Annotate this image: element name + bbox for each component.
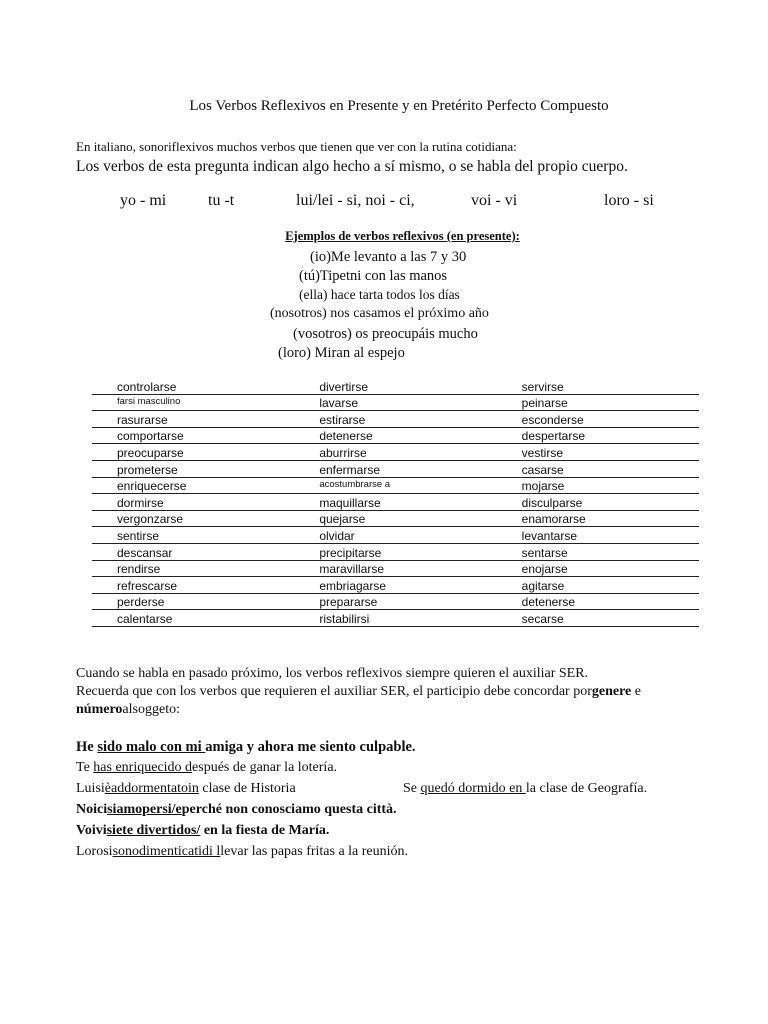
table-cell: preocuparse <box>92 444 294 461</box>
example-sentence <box>76 739 416 756</box>
verb-table <box>92 378 699 627</box>
page-title: Los Verbos Reflexivos en Presente y en Pretérito Perfecto Compuesto <box>189 98 609 114</box>
sentence-part: Noici <box>76 802 108 817</box>
past-rule-text: Cuando se habla en pasado próximo, los verbos reflexivos siempre quieren el auxiliar SER. <box>76 666 589 681</box>
table-cell: olvidar <box>294 527 496 544</box>
table-cell: rendirse <box>92 560 294 577</box>
sentence-part: He <box>76 739 98 755</box>
table-cell: esconderse <box>497 411 699 428</box>
table-cell: refrescarse <box>92 577 294 594</box>
table-cell: embriagarse <box>294 577 496 594</box>
agreement-rule-bold: número <box>76 702 123 717</box>
example-line: (nosotros) nos casamos el próximo año <box>270 306 489 321</box>
table-row <box>92 543 699 560</box>
table-cell: detenerse <box>497 593 699 610</box>
sentence-underlined: siete divertidos/ <box>106 823 201 838</box>
sentence-part: amiga y ahora me siento culpable. <box>205 739 416 755</box>
table-cell: mojarse <box>497 477 699 494</box>
sentence-underlined: has enriquecido d <box>93 760 193 775</box>
table-cell: enfermarse <box>294 460 496 477</box>
sentence-underlined: sonodimenticatidi l <box>112 844 221 859</box>
intro-large-text: Los verbos de esta pregunta indican algo hecho a sí mismo, o se habla del propio cuerpo. <box>76 158 628 175</box>
table-cell: vestirse <box>497 444 699 461</box>
sentence-underlined: siamopersi/e <box>107 802 182 817</box>
table-cell: dormirse <box>92 494 294 511</box>
table-cell: disculparse <box>497 494 699 511</box>
table-cell: quejarse <box>294 510 496 527</box>
example-sentence <box>76 823 329 839</box>
table-row <box>92 394 699 411</box>
table-cell: acostumbrarse a <box>294 477 496 494</box>
table-row <box>92 610 699 627</box>
table-cell: servirse <box>497 378 699 394</box>
example-sentence <box>76 781 296 797</box>
sentence-part: Te <box>76 760 94 775</box>
pronoun-voi: voi - vi <box>471 192 518 209</box>
pronoun-yo: yo - mi <box>120 192 167 209</box>
sentence-part: Se <box>403 781 421 796</box>
pronoun-tu: tu -t <box>208 192 235 209</box>
table-cell: levantarse <box>497 527 699 544</box>
table-row <box>92 460 699 477</box>
table-row <box>92 494 699 511</box>
sentence-underlined: èaddormentatoin <box>104 781 199 796</box>
table-row <box>92 577 699 594</box>
example-line: (vosotros) os preocupáis mucho <box>293 326 478 342</box>
table-cell: sentirse <box>92 527 294 544</box>
table-cell: casarse <box>497 460 699 477</box>
table-cell: enamorarse <box>497 510 699 527</box>
pronoun-loro: loro - si <box>604 192 654 209</box>
table-cell: controlarse <box>92 378 294 394</box>
agreement-rule-part: e <box>631 684 641 699</box>
sentence-underlined: sido malo con mi <box>97 739 206 755</box>
table-row <box>92 378 699 394</box>
table-cell: precipitarse <box>294 543 496 560</box>
sentence-part: Voivi <box>76 823 107 838</box>
table-row <box>92 444 699 461</box>
agreement-rule-bold: genere <box>591 684 632 699</box>
example-line: (tú)Tipetni con las manos <box>299 268 448 284</box>
agreement-rule-text-2 <box>76 702 180 718</box>
table-cell: perderse <box>92 593 294 610</box>
sentence-part: en la fiesta de María. <box>200 823 330 838</box>
example-line: (io)Me levanto a las 7 y 30 <box>310 249 467 265</box>
table-cell: ristabilirsi <box>294 610 496 627</box>
table-cell: estirarse <box>294 411 496 428</box>
sentence-underlined: quedó dormido en <box>420 781 526 796</box>
sentence-part: Luisi <box>76 781 105 796</box>
table-cell: descansar <box>92 543 294 560</box>
table-cell: prometerse <box>92 460 294 477</box>
table-cell: enojarse <box>497 560 699 577</box>
agreement-rule-part: Recuerda que con los verbos que requieren el auxiliar SER, el participio debe concordar por <box>76 684 592 699</box>
table-row <box>92 477 699 494</box>
table-cell: sentarse <box>497 543 699 560</box>
table-cell: peinarse <box>497 394 699 411</box>
table-cell: agitarse <box>497 577 699 594</box>
sentence-part: perché non conosciamo questa città. <box>181 802 397 817</box>
table-row <box>92 560 699 577</box>
example-sentence <box>76 760 337 776</box>
sentence-part: clase de Historia <box>198 781 296 796</box>
table-cell: calentarse <box>92 610 294 627</box>
examples-title: Ejemplos de verbos reflexivos (en presente): <box>285 229 520 243</box>
example-line: (loro) Miran al espejo <box>278 345 405 361</box>
table-cell: despertarse <box>497 427 699 444</box>
sentence-part: la clase de Geografía. <box>525 781 648 796</box>
pronoun-lui-lei-noi: lui/lei - si, noi - ci, <box>296 192 415 209</box>
table-cell: comportarse <box>92 427 294 444</box>
agreement-rule-text <box>76 684 641 700</box>
table-cell: vergonzarse <box>92 510 294 527</box>
sentence-part: levar las papas fritas a la reunión. <box>220 844 409 859</box>
example-sentence <box>403 781 647 797</box>
table-cell: rasurarse <box>92 411 294 428</box>
table-row <box>92 510 699 527</box>
table-cell: farsi masculino <box>92 394 294 411</box>
table-cell: maquillarse <box>294 494 496 511</box>
table-cell: lavarse <box>294 394 496 411</box>
intro-small-text: En italiano, sonoriflexivos muchos verbos que tienen que ver con la rutina cotidiana: <box>76 139 517 154</box>
table-cell: divertirse <box>294 378 496 394</box>
table-cell: secarse <box>497 610 699 627</box>
table-cell: detenerse <box>294 427 496 444</box>
table-row <box>92 593 699 610</box>
agreement-rule-part: alsoggeto: <box>122 702 180 717</box>
table-cell: maravillarse <box>294 560 496 577</box>
sentence-part: Lorosi <box>76 844 113 859</box>
sentence-part: espués de ganar la lotería. <box>192 760 338 775</box>
table-cell: enriquecerse <box>92 477 294 494</box>
example-sentence <box>76 844 408 860</box>
table-cell: aburrirse <box>294 444 496 461</box>
table-row <box>92 527 699 544</box>
table-row <box>92 427 699 444</box>
table-cell: prepararse <box>294 593 496 610</box>
example-sentence <box>76 802 397 818</box>
table-row <box>92 411 699 428</box>
example-line: (ella) hace tarta todos los días <box>299 287 460 302</box>
